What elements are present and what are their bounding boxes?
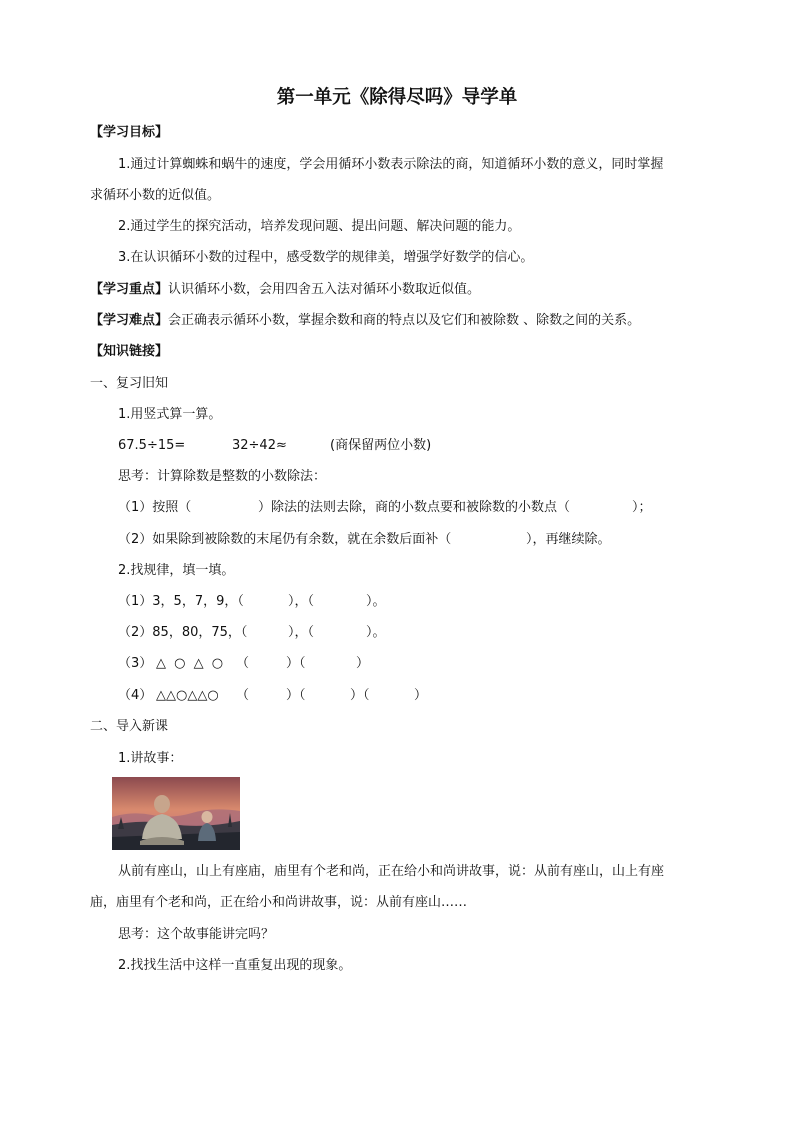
fill-2a: （2）如果除到被除数的末尾仍有余数，就在余数后面补（ (118, 532, 452, 547)
difficulty-row (90, 312, 640, 330)
pattern-3a: （3） (118, 656, 153, 671)
story-line-2: 庙，庙里有个老和尚，正在给小和尚讲故事，说：从前有座山…… (90, 895, 468, 910)
pattern-1a: （1）3，5，7，9，（ (118, 594, 244, 609)
goals-heading: 【学习目标】 (90, 125, 169, 140)
monks-mountain-scene (112, 777, 240, 850)
pattern-4e: ） (414, 688, 428, 703)
difficulty-text: 会正确表示循环小数，掌握余数和商的特点以及它们和被除数 、除数之间的关系。 (168, 313, 641, 328)
fill-1c: ）； (632, 500, 652, 515)
review-question-2: 2.找规律，填一填。 (118, 563, 235, 578)
pattern-1c: ）。 (366, 594, 386, 609)
goal-item-3: 3.在认识循环小数的过程中，感受数学的规律美，增强学好数学的信心。 (118, 250, 534, 265)
focus-row (90, 281, 480, 299)
pattern-2b: ），（ (288, 625, 315, 640)
review-heading: 一、复习旧知 (90, 376, 169, 391)
pattern-4c: ）（ (286, 688, 306, 703)
pattern-4a: （4） (118, 688, 153, 703)
pattern-3c: ）（ (286, 656, 306, 671)
difficulty-heading: 【学习难点】 (90, 313, 169, 328)
pattern-3b: （ (236, 656, 250, 671)
links-heading: 【知识链接】 (90, 344, 169, 359)
expression-2: 32÷42≈ (232, 438, 287, 453)
pattern-3d: ） (356, 656, 370, 671)
pattern-4b: （ (236, 688, 250, 703)
intro-question-2: 2.找找生活中这样一直重复出现的现象。 (118, 958, 352, 973)
review-think: 思考：计算除数是整数的小数除法： (118, 469, 327, 484)
intro-question-1: 1.讲故事： (118, 751, 183, 766)
pattern-4d: ）（ (350, 688, 370, 703)
fill-1a: （1）按照（ (118, 500, 192, 515)
focus-text: 认识循环小数，会用四舍五入法对循环小数取近似值。 (168, 282, 481, 297)
pattern-2c: ）。 (366, 625, 386, 640)
story-illustration (112, 777, 240, 850)
page-title: 第一单元《除得尽吗》导学单 (276, 87, 518, 108)
review-question-1: 1.用竖式算一算。 (118, 407, 222, 422)
intro-heading: 二、导入新课 (90, 719, 169, 734)
pattern-3-symbols: △ ○ △ ○ (156, 656, 226, 671)
intro-think: 思考：这个故事能讲完吗？ (118, 927, 275, 942)
goal-item-1-line2: 求循环小数的近似值。 (90, 188, 221, 203)
focus-heading: 【学习重点】 (90, 282, 169, 297)
goal-item-2: 2.通过学生的探究活动，培养发现问题、提出问题、解决问题的能力。 (118, 219, 521, 234)
pattern-4-symbols: △△○△△○ (156, 688, 219, 703)
expression-2-note: (商保留两位小数) (330, 438, 432, 453)
fill-1b: ）除法的法则去除，商的小数点要和被除数的小数点（ (258, 500, 571, 515)
story-line-1: 从前有座山，山上有座庙，庙里有个老和尚，正在给小和尚讲故事，说：从前有座山，山上有座 (118, 864, 665, 879)
goal-item-1-line1: 1.通过计算蜘蛛和蜗牛的速度，学会用循环小数表示除法的商，知道循环小数的意义，同时掌握 (118, 157, 664, 172)
pattern-1b: ），（ (288, 594, 315, 609)
fill-2b: ），再继续除。 (526, 532, 611, 547)
pattern-2a: （2）85，80，75，（ (118, 625, 248, 640)
expression-1: 67.5÷15= (118, 438, 186, 453)
